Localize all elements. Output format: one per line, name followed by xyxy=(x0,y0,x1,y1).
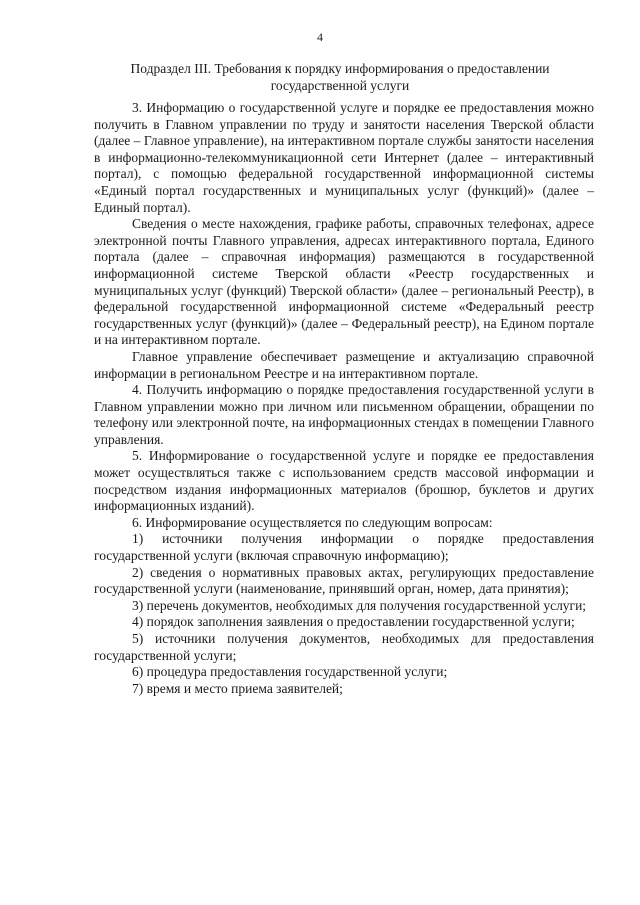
paragraph-6: 6. Информирование осуществляется по следующим вопросам: xyxy=(132,514,493,530)
paragraph-3: 3. Информацию о государственной услуге и порядке ее предоставления можно получить в Главном управлении по труду и занятости населения Тверской области (далее – Главное управление), на интерактивном портале службы занятости населения в информационно-телекоммуникационной сети Интернет (далее – интерактивный портал), с помощью федеральной государственной информационной системы «Единый портал государственных и муниципальных услуг (функций)» (далее – Единый портал). xyxy=(94,100,594,215)
list-item-1: 1) источники получения информации о порядке предоставления государственной услуги (включая справочную информацию); xyxy=(94,531,594,564)
paragraph-actualization: Главное управление обеспечивает размещение и актуализацию справочной информации в региональном Реестре и на интерактивном портале. xyxy=(94,348,594,381)
paragraph-reference-info: Сведения о месте нахождения, графике работы, справочных телефонах, адресе электронной почты Главного управления, адресах интерактивного портала, Единого портала (далее – справочная информация) размещаются в государственной информационной системе Тверской области «Реестр государственных и муниципальных услуг (функций) Тверской области» (далее – региональный Реестр), в федеральной государственной информационной системе «Федеральный реестр государственных услуг (функций)» (далее – Федеральный реестр), на Едином портале и на интерактивном портале. xyxy=(94,216,594,348)
paragraph-5: 5. Информирование о государственной услуге и порядке ее предоставления может осуществляться также с использованием средств массовой информации и посредством издания информационных материалов (брошюр, буклетов и других информационных изданий). xyxy=(94,448,594,514)
document-body xyxy=(94,100,594,697)
list-item-7: 7) время и место приема заявителей; xyxy=(132,680,343,696)
paragraph-4: 4. Получить информацию о порядке предоставления государственной услуги в Главном управлении можно при личном или письменном обращении, обращении по телефону или электронной почте, на информационных стендах в помещении Главного управления. xyxy=(94,382,594,447)
section-heading: Подраздел III. Требования к порядку информирования о предоставлении государственной услуги xyxy=(130,61,550,93)
list-item-4: 4) порядок заполнения заявления о предоставлении государственной услуги; xyxy=(132,614,575,630)
list-item-5: 5) источники получения документов, необходимых для предоставления государственной услуги; xyxy=(94,631,594,663)
list-item-6: 6) процедура предоставления государственной услуги; xyxy=(132,664,448,680)
page-number: 4 xyxy=(317,30,323,44)
list-item-2: 2) сведения о нормативных правовых актах, регулирующих предоставление государственной услуги (наименование, принявший орган, номер, дата принятия); xyxy=(94,564,594,597)
list-item-3: 3) перечень документов, необходимых для получения государственной услуги; xyxy=(132,597,587,613)
